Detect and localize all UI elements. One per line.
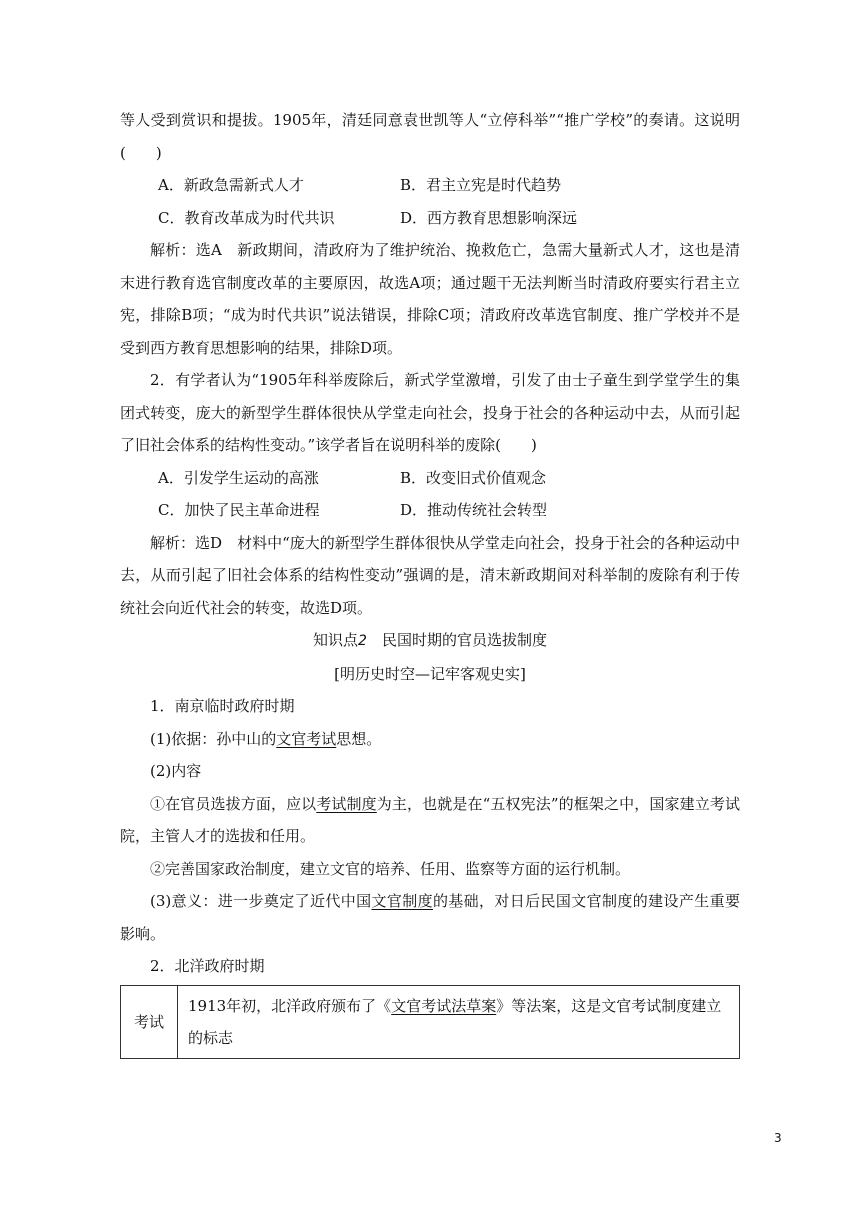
significance-underlined-term: 文官制度 (371, 892, 433, 910)
q1-option-d: D．西方教育思想影响深远 (400, 208, 578, 227)
table-text-prefix: 1913年初，北洋政府颁布了《 (188, 996, 392, 1015)
nanjing-content-heading: (2)内容 (150, 762, 202, 780)
q1-option-b: B．君主立宪是时代趋势 (400, 176, 562, 194)
nanjing-content-1 (120, 788, 740, 853)
section-title-prefix: 知识点 (313, 631, 359, 649)
page-number: 3 (774, 1131, 782, 1145)
q2-options-row-1 (120, 462, 740, 495)
content1-suffix: 为主，也就是在“五权宪法”的框架之中，国家建立考试院，主管人才的选拔和任用。 (120, 794, 740, 845)
nanjing-content-2: ②完善国家政治制度，建立文官的培养、任用、监察等方面的运行机制。 (150, 859, 631, 878)
section-subtitle: [明历史时空—记牢客观史实] (334, 664, 526, 683)
table-row (121, 985, 740, 1058)
section-title (120, 624, 740, 658)
nanjing-basis (120, 723, 740, 756)
q2-options-row-2 (120, 494, 740, 527)
content1-prefix: ①在官员选拔方面，应以 (150, 794, 317, 813)
section-title-number: 2 (358, 633, 367, 649)
basis-suffix: 思想。 (336, 729, 382, 748)
q2-option-b: B．改变旧式价值观念 (400, 468, 547, 487)
table-header-cell: 考试 (121, 985, 178, 1058)
q1-option-a: A．新政急需新式人才 (158, 176, 304, 194)
table-text-suffix: 》等法案，这是文官考试制度建立的标志 (188, 996, 722, 1047)
q2-stem: 2．有学者认为“1905年科举废除后，新式学堂激增，引发了由士子童生到学堂学生的集团式转变，庞大的新型学生群体很快从学堂走向社会，投身于社会的各种运动中去，从而引起了旧社会体系的结构性变动。”该学者旨在说明科举的废除( ) (120, 371, 740, 454)
q1-stem-continuation: 等人受到赏识和提拔。1905年，清廷同意袁世凯等人“立停科举”“推广学校”的奏请。这说明( ) (120, 111, 740, 162)
nanjing-significance (120, 885, 740, 950)
q2-analysis: 解析：选D 材料中“庞大的新型学生群体很快从学堂走向社会，投身于社会的各种运动中去，从而引起了旧社会体系的结构性变动”强调的是，清末新政期间对科举制的废除有利于传统社会向近代社会的转变，故选D项。 (120, 533, 740, 617)
basis-underlined-term: 文官考试 (276, 729, 337, 748)
q1-options-row-1 (120, 169, 740, 202)
section-title-text: 民国时期的官员选拔制度 (366, 631, 547, 649)
q1-options-row-2 (120, 202, 740, 235)
beiyang-heading: 2．北洋政府时期 (150, 957, 265, 975)
significance-prefix: (3)意义：进一步奠定了近代中国 (150, 892, 372, 910)
significance-suffix: 的基础，对日后民国文官制度的建设产生重要影响。 (120, 892, 740, 943)
q2-option-d: D．推动传统社会转型 (400, 501, 548, 519)
q2-option-a: A．引发学生运动的高涨 (158, 468, 319, 487)
table-content-cell (178, 985, 740, 1058)
document-page (120, 104, 740, 1059)
nanjing-heading: 1．南京临时政府时期 (150, 697, 295, 715)
beiyang-table (120, 985, 740, 1059)
q2-option-c: C．加快了民主革命进程 (158, 501, 320, 519)
content1-underlined-term: 考试制度 (316, 794, 377, 813)
table-underlined-term: 文官考试法草案 (391, 996, 497, 1015)
basis-prefix: (1)依据：孙中山的 (150, 729, 277, 748)
q1-option-c: C．教育改革成为时代共识 (158, 208, 335, 227)
q1-analysis: 解析：选A 新政期间，清政府为了维护统治、挽救危亡，急需大量新式人才，这也是清末进行教育选官制度改革的主要原因，故选A项；通过题干无法判断当时清政府要实行君主立宪，排除B项；“成为时代共识”说法错误，排除C项；清政府改革选官制度、推广学校并不是受到西方教育思想影响的结果，排除D项。 (120, 241, 740, 357)
